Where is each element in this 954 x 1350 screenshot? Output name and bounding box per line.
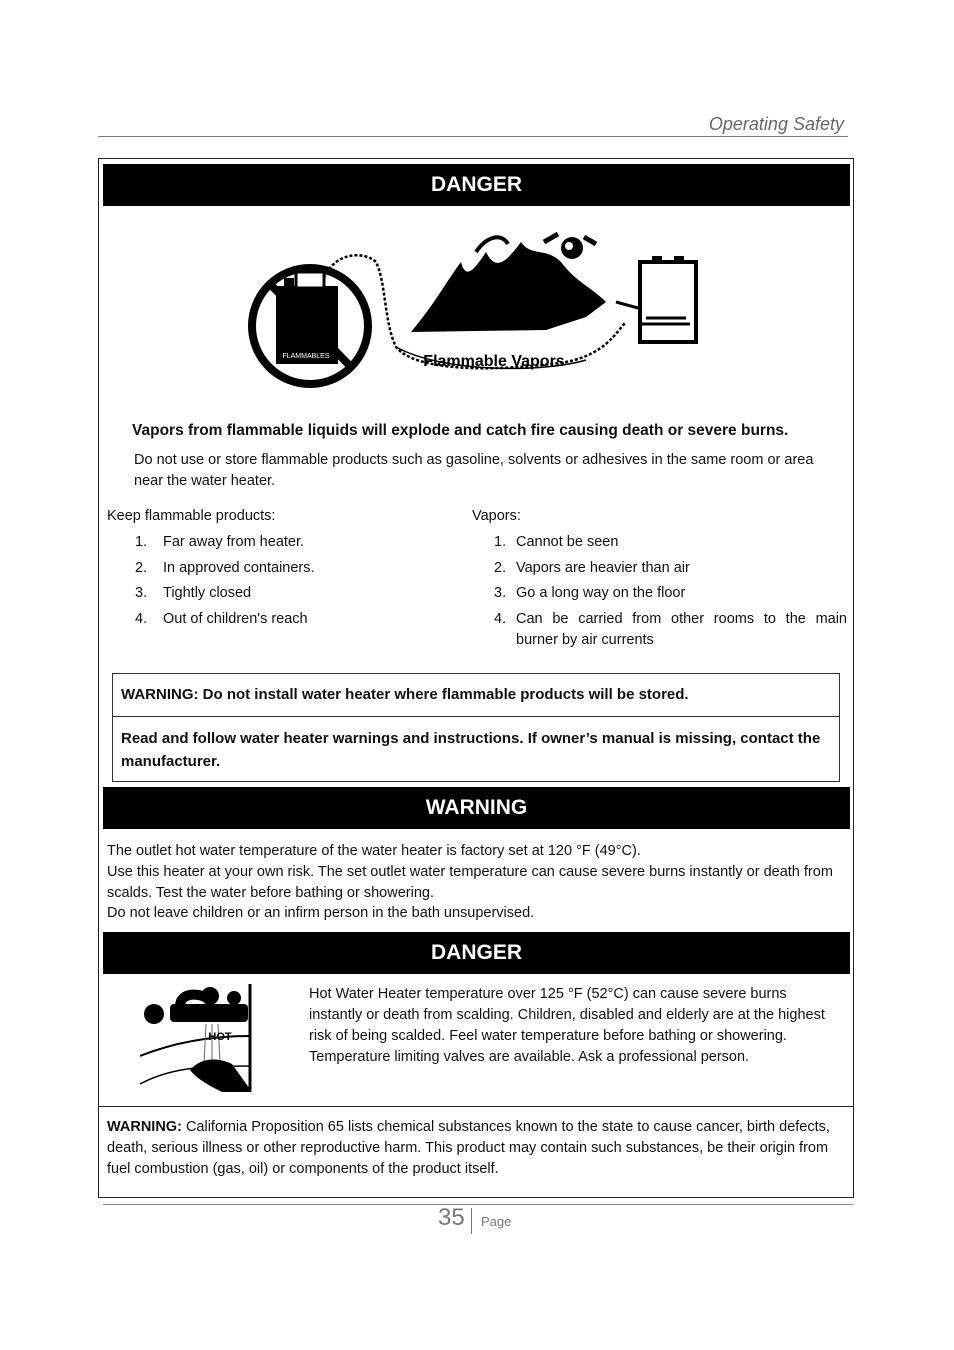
warning-line-2: Use this heater at your own risk. The set outlet water temperature can cause severe burns instantly or death from scalds. Test the water before bathing or showering. xyxy=(107,864,833,901)
list-item: 1. Far away from heater. xyxy=(135,534,305,550)
page-divider xyxy=(471,1208,472,1234)
vapors-title: Vapors: xyxy=(472,508,521,524)
flammable-vapors-illustration xyxy=(246,222,702,392)
keep-title: Keep flammable products: xyxy=(107,508,276,524)
section-title: Operating Safety xyxy=(708,114,844,134)
danger-banner: DANGER xyxy=(103,164,850,206)
page-number: 35 xyxy=(438,1204,465,1231)
person-icon xyxy=(544,234,596,259)
hot-water-faucet-illustration xyxy=(140,984,256,1094)
footer-rule xyxy=(103,1204,853,1205)
list-item: 1. Cannot be seen xyxy=(494,534,619,550)
list-item: 2. In approved containers. xyxy=(135,559,315,576)
no-flammables-icon xyxy=(252,268,368,384)
list-item: 4. Can be carried from other rooms to the main burner by air currents xyxy=(494,610,847,648)
install-warning: WARNING: Do not install water heater where flammable products will be stored. xyxy=(113,674,839,717)
list-item: 4. Out of children's reach xyxy=(135,610,308,627)
header-rule xyxy=(98,136,848,137)
danger-banner-2: DANGER xyxy=(103,932,850,974)
warning-line-3: Do not leave children or an infirm person in the bath unsupervised. xyxy=(107,905,535,921)
install-warning-box xyxy=(112,673,840,782)
prop65-label: WARNING: xyxy=(107,1119,182,1135)
danger-body: Do not use or store flammable products such as gasoline, solvents or adhesives in the same room or area near the water heater. xyxy=(134,452,814,489)
page-label: Page xyxy=(481,1214,512,1229)
list-item: 3. Tightly closed xyxy=(135,585,252,601)
vapors-list xyxy=(494,532,847,655)
hot-label: HOT xyxy=(208,1031,232,1043)
manual-warning: Read and follow water heater warnings and instructions. If owner’s manual is missing, contact the manufacturer. xyxy=(121,730,821,770)
keep-list xyxy=(135,532,455,634)
prop65-text: California Proposition 65 lists chemical substances known to the state to cause cancer, birth defects, death, serious illness or other reproductive harm. This product may contain such substances, be their origin from fuel combustion (gas, oil) or components of the product itself. xyxy=(107,1119,830,1177)
scald-warning-text: Hot Water Heater temperature over 125 °F (52°C) can cause severe burns instantly or death from scalding. Children, disabled and elderly are at the highest risk of being scalded. Feel water temperature before bathing or showering. Temperature limiting valves are available. Ask a professional person. xyxy=(309,986,825,1065)
prop65-warning xyxy=(107,1117,847,1180)
warning-line-1: The outlet hot water temperature of the water heater is factory set at 120 °F (49°C). xyxy=(107,843,641,859)
prop65-divider xyxy=(98,1106,854,1107)
list-item: 3. Go a long way on the floor xyxy=(494,585,686,601)
can-label: FLAMMABLES xyxy=(282,353,330,360)
warning-banner: WARNING xyxy=(103,787,850,829)
water-heater-icon xyxy=(616,256,696,342)
vapor-label: Flammable Vapors xyxy=(423,353,565,370)
list-item: 2. Vapors are heavier than air xyxy=(494,559,690,576)
danger-headline: Vapors from flammable liquids will explode and catch fire causing death or severe burns. xyxy=(132,422,789,439)
